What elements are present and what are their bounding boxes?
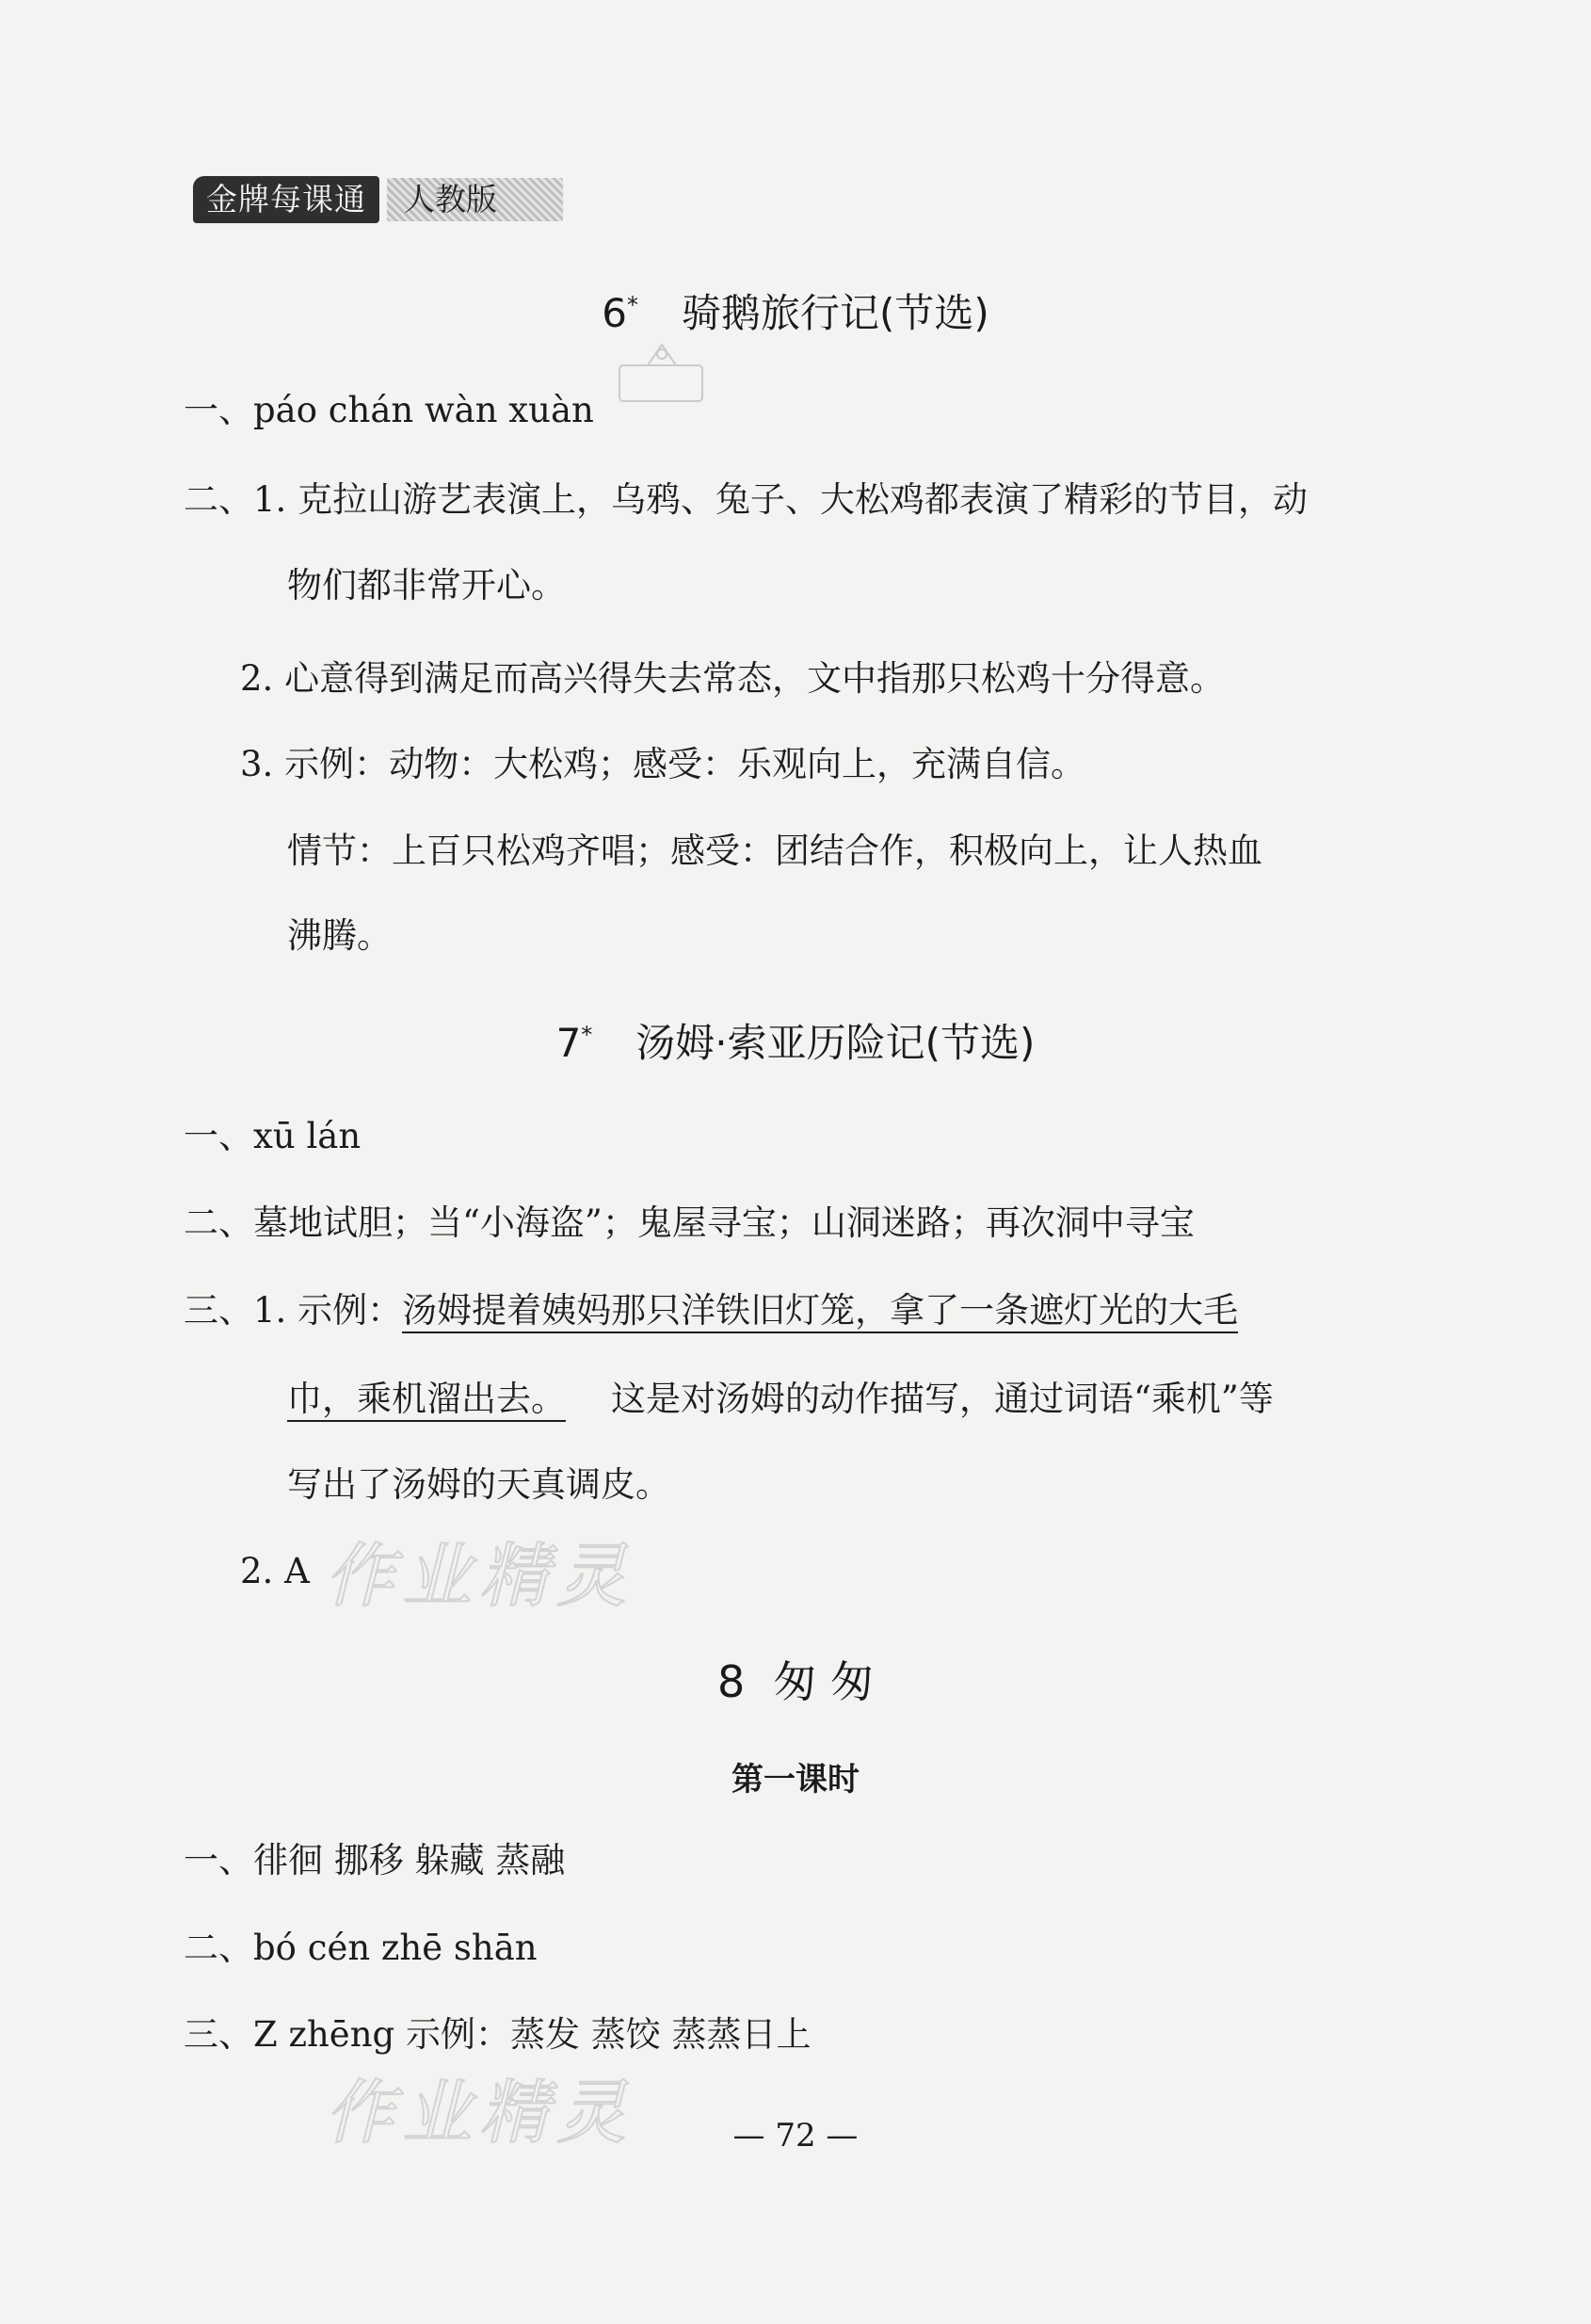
- s6-line-3: 物们都非常开心。: [287, 565, 566, 605]
- s8-line-1: 一、徘徊 挪移 躲藏 蒸融: [184, 1840, 566, 1880]
- watermark-text: 作业精灵: [325, 2073, 634, 2154]
- q3-underlined-text: 巾，乘机溜出去。: [287, 1379, 566, 1419]
- watermark-stamp-icon: [610, 339, 714, 414]
- page-number: — 72 —: [732, 2117, 859, 2155]
- section-7-title: [0, 1012, 1591, 1069]
- s6-line-7: 沸腾。: [287, 915, 392, 956]
- s8-line-2: 二、bó cén zhē shān: [184, 1928, 538, 1968]
- section-title-text: 匆 匆: [773, 1656, 874, 1707]
- s6-line-6: 情节：上百只松鸡齐唱；感受：团结合作，积极向上，让人热血: [287, 831, 1262, 871]
- s7-line-2: 二、墓地试胆；当“小海盗”；鬼屋寻宝；山洞迷路；再次洞中寻宝: [184, 1202, 1195, 1243]
- section-number: 6: [602, 290, 627, 336]
- s6-line-2: 二、1. 克拉山游艺表演上，乌鸦、兔子、大松鸡都表演了精彩的节目，动: [184, 479, 1309, 520]
- section-number: 7: [555, 1020, 582, 1066]
- q3-comment: 这是对汤姆的动作描写，通过词语“乘机”等: [611, 1379, 1274, 1419]
- lesson-subtitle: 第一课时: [731, 1761, 860, 1799]
- s6-line-5: 3. 示例：动物：大松鸡；感受：乐观向上，充满自信。: [240, 744, 1086, 784]
- section-8-title: [0, 1648, 1591, 1710]
- q3-prefix: 三、1. 示例：: [184, 1290, 403, 1331]
- section-mark: *: [581, 1022, 593, 1048]
- s6-line-1: 一、páo chán wàn xuàn: [184, 390, 594, 430]
- section-mark: *: [626, 292, 638, 318]
- watermark-text: 作业精灵: [325, 1536, 634, 1617]
- section-6-title: [0, 282, 1591, 339]
- s7-q3-line-1: [184, 1288, 1238, 1333]
- s7-q3-line-2: [287, 1377, 1274, 1422]
- brand-label: 金牌每课通: [193, 176, 379, 223]
- section-title-text: 汤姆·索亚历险记(节选): [635, 1020, 1036, 1066]
- edition-label: 人教版: [387, 178, 563, 221]
- header-badge: [193, 175, 563, 224]
- s7-line-1: 一、xū lán: [184, 1116, 362, 1156]
- s6-line-4: 2. 心意得到满足而高兴得失去常态，文中指那只松鸡十分得意。: [240, 658, 1226, 699]
- s8-line-3: 三、Z zhēng 示例：蒸发 蒸饺 蒸蒸日上: [184, 2014, 812, 2055]
- s7-q3-line-3: 写出了汤姆的天真调皮。: [287, 1464, 670, 1505]
- section-title-text: 骑鹅旅行记(节选): [681, 290, 989, 336]
- section-number: 8: [717, 1656, 746, 1707]
- q3-underlined-text: 汤姆提着姨妈那只洋铁旧灯笼，拿了一条遮灯光的大毛: [402, 1290, 1239, 1331]
- s7-q2-line: 2. A: [240, 1551, 310, 1591]
